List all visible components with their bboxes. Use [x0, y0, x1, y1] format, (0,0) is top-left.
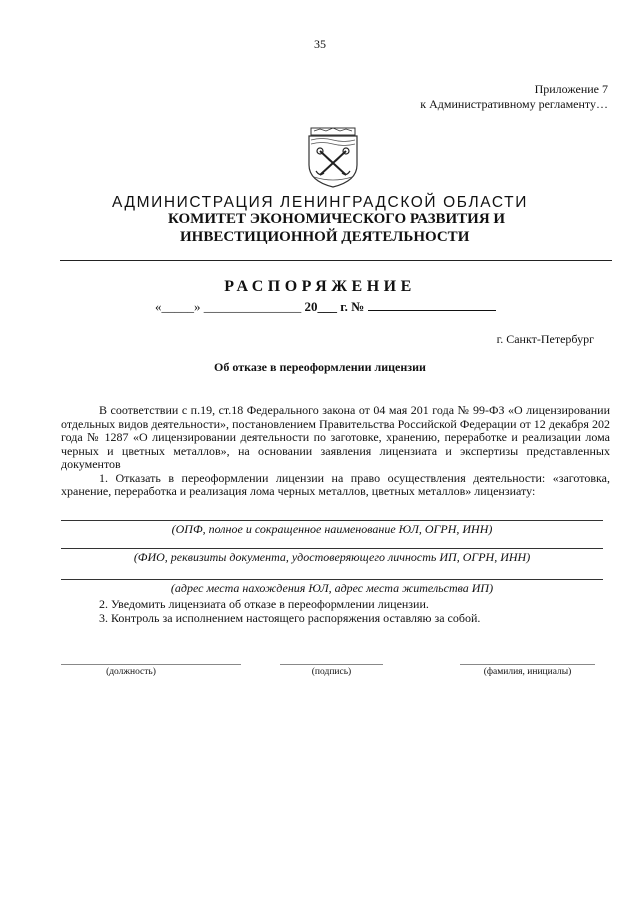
committee-name: [168, 210, 505, 246]
signature-label: (подпись): [311, 667, 352, 677]
org-name-line-2: КОМИТЕТ ЭКОНОМИЧЕСКОГО РАЗВИТИЯ И: [168, 211, 506, 227]
position-label: (должность): [106, 667, 156, 677]
item-3-paragraph: 3. Контроль за исполнением настоящего распоряжения оставляю за собой.: [99, 611, 481, 625]
number-field: [368, 298, 496, 311]
annex-line-2: к Административному регламенту…: [420, 97, 608, 111]
document-type-title: РАСПОРЯЖЕНИЕ: [224, 278, 416, 295]
document-subject: Об отказе в переоформлении лицензии: [214, 360, 426, 374]
document-body: [61, 404, 610, 499]
name-initials-label: (фамилия, инициалы): [483, 667, 572, 677]
item-1-paragraph: 1. Отказать в переоформлении лицензии на право осуществления деятельности: «заготовка, хранение, переработка и реализация лома черных металлов, цветных металлов» лицензиату:: [61, 470, 610, 498]
annex-line-1: Приложение 7: [534, 82, 608, 96]
signature-line: [280, 664, 383, 665]
position-signature-line: [61, 664, 241, 665]
field-hint: (ФИО, реквизиты документа, удостоверяющего личность ИП, ОГРН, ИНН): [133, 550, 531, 564]
field-hint: (ОПФ, полное и сокращенное наименование ЮЛ, ОГРН, ИНН): [171, 522, 493, 536]
date-year-field: 20___ г.: [304, 299, 348, 314]
date-number-line: [155, 298, 496, 315]
name-signature-line: [460, 664, 595, 665]
address-field: [61, 565, 603, 580]
header-divider: [60, 260, 612, 261]
leningrad-region-coat-of-arms-icon: [306, 127, 360, 189]
licensee-name-field: [61, 506, 603, 521]
date-day-field: «_____»: [155, 299, 201, 314]
org-name-line-3: ИНВЕСТИЦИОННОЙ ДЕЯТЕЛЬНОСТИ: [180, 229, 470, 245]
annex-header: [420, 82, 608, 112]
number-label: №: [351, 299, 365, 314]
page-number: 35: [314, 37, 326, 51]
city-label: г. Санкт-Петербург: [496, 332, 594, 346]
item-2-paragraph: 2. Уведомить лицензиата об отказе в переоформлении лицензии.: [99, 597, 429, 611]
entrepreneur-details-field: [61, 534, 603, 549]
date-month-field: _______________: [203, 299, 302, 314]
org-name-line-1: АДМИНИСТРАЦИЯ ЛЕНИНГРАДСКОЙ ОБЛАСТИ: [112, 194, 528, 211]
field-hint: (адрес места нахождения ЮЛ, адрес места жительства ИП): [170, 581, 494, 595]
preamble-paragraph: В соответствии с п.19, ст.18 Федерального закона от 04 мая 201 года № 99-ФЗ «О лицензировании отдельных видов деятельности», постановлением Правительства Российской Федерации от 12 декабря 202 года № 1287 «О лицензировании деятельности по заготовке, хранению, переработке и реализации лома черных и цветных металлов», на основании заявления лицензиата и экспертизы представленных документов: [61, 403, 610, 471]
